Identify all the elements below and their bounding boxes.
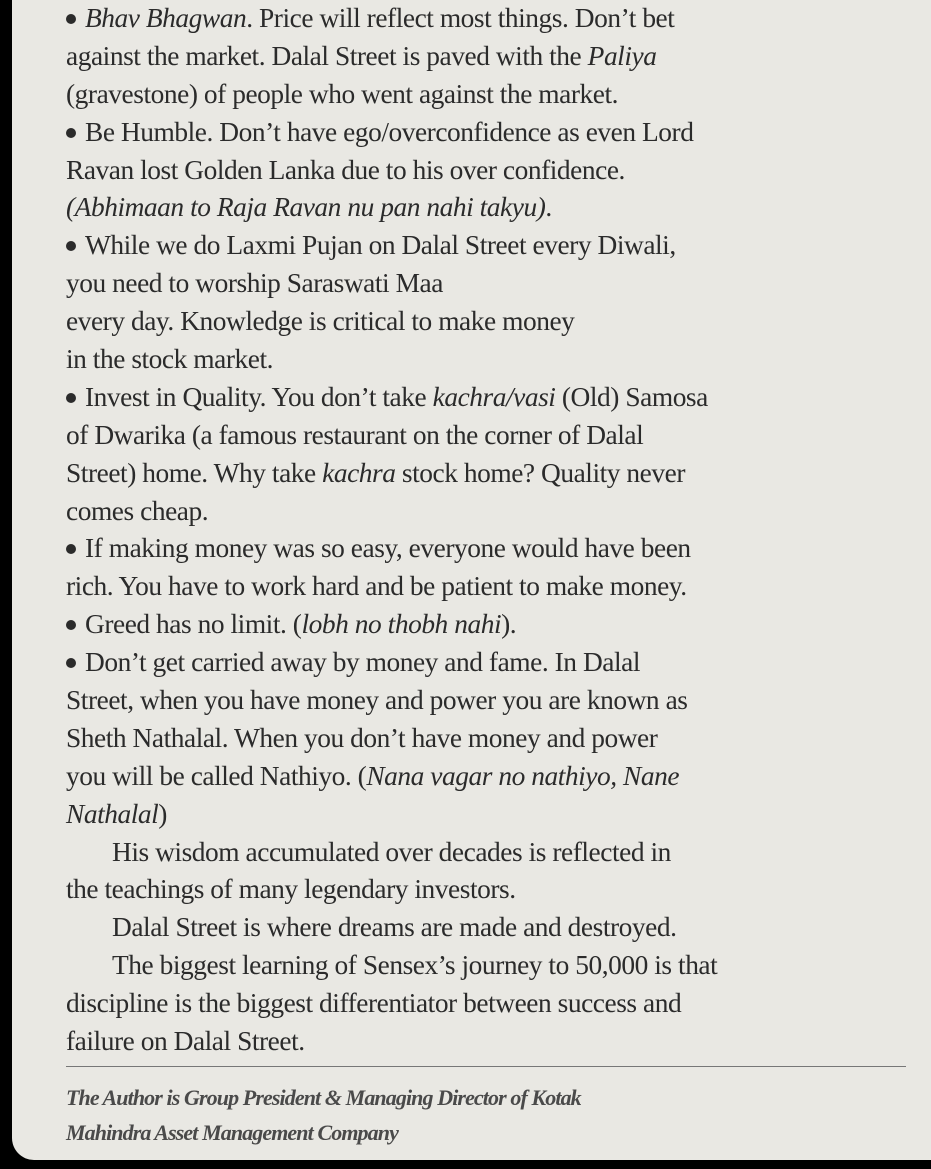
text-segment: Greed has no limit. ( xyxy=(85,609,302,640)
italic-phrase: (Abhimaan to Raja Ravan nu pan nahi takyu) xyxy=(66,192,546,223)
text-line xyxy=(66,38,906,76)
italic-phrase: Nathalal xyxy=(66,798,159,829)
bullet-icon xyxy=(66,544,76,554)
text-line xyxy=(66,758,906,796)
author-byline-line-1: The Author is Group President & Managing Director of Kotak xyxy=(66,1085,581,1110)
text-line xyxy=(66,985,906,1023)
text-segment: Be Humble. Don’t have ego/overconfidence as even Lord xyxy=(85,116,694,147)
text-segment: of Dwarika (a famous restaurant on the corner of Dalal xyxy=(66,419,644,450)
bullet-icon xyxy=(66,393,76,403)
bullet-line xyxy=(66,0,906,38)
text-line xyxy=(66,189,906,227)
bullet-icon xyxy=(66,620,76,630)
text-segment: (Old) Samosa xyxy=(555,381,708,412)
bullet-icon xyxy=(66,241,76,251)
text-segment: against the market. Dalal Street is paved with the xyxy=(66,40,588,71)
text-segment: (gravestone) of people who went against the market. xyxy=(66,78,619,109)
italic-phrase: kachra/vasi xyxy=(432,381,556,412)
author-byline-line-2: Mahindra Asset Management Company xyxy=(66,1120,398,1145)
text-segment: His wisdom accumulated over decades is reflected in xyxy=(112,836,671,867)
divider-rule xyxy=(66,1066,906,1067)
text-line xyxy=(66,568,906,606)
text-segment: Don’t get carried away by money and fame. In Dalal xyxy=(85,647,641,678)
italic-phrase: Nana vagar no nathiyo, Nane xyxy=(366,760,680,791)
text-line xyxy=(66,909,906,947)
text-line xyxy=(66,1023,906,1061)
text-segment: the teachings of many legendary investors. xyxy=(66,874,516,905)
text-segment: discipline is the biggest differentiator between success and xyxy=(66,988,682,1019)
text-line xyxy=(66,341,906,379)
text-segment: comes cheap. xyxy=(66,495,209,526)
article-body xyxy=(66,0,906,1061)
text-line xyxy=(66,417,906,455)
text-segment: you need to worship Saraswati Maa xyxy=(66,268,443,299)
italic-phrase: Bhav Bhagwan xyxy=(85,3,247,33)
text-segment: Street) home. Why take xyxy=(66,457,323,488)
text-segment: stock home? Quality never xyxy=(395,457,686,488)
text-line xyxy=(66,834,906,872)
text-segment: ) xyxy=(158,798,167,829)
text-line xyxy=(66,303,906,341)
bullet-line xyxy=(66,644,906,682)
bullet-line xyxy=(66,114,906,152)
text-segment: . xyxy=(545,192,552,223)
text-line xyxy=(66,455,906,493)
text-line xyxy=(66,720,906,758)
author-byline xyxy=(66,1080,906,1150)
text-line xyxy=(66,682,906,720)
text-segment: If making money was so easy, everyone would have been xyxy=(85,533,691,564)
text-segment: Ravan lost Golden Lanka due to his over confidence. xyxy=(66,154,625,185)
text-segment: While we do Laxmi Pujan on Dalal Street every Diwali, xyxy=(85,230,676,261)
italic-phrase: kachra xyxy=(322,457,396,488)
text-segment: Street, when you have money and power you are known as xyxy=(66,685,688,716)
text-segment: you will be called Nathiyo. ( xyxy=(66,760,367,791)
text-segment: every day. Knowledge is critical to make money xyxy=(66,306,575,337)
newspaper-clipping xyxy=(12,0,931,1160)
text-line xyxy=(66,76,906,114)
text-segment: Invest in Quality. You don’t take xyxy=(85,381,433,412)
text-segment: The biggest learning of Sensex’s journey to 50,000 is that xyxy=(112,950,718,981)
text-line xyxy=(66,152,906,190)
bullet-line xyxy=(66,530,906,568)
bullet-line xyxy=(66,606,906,644)
text-segment: in the stock market. xyxy=(66,344,274,375)
bullet-line xyxy=(66,379,906,417)
text-segment: failure on Dalal Street. xyxy=(66,1026,305,1057)
text-line xyxy=(66,265,906,303)
text-line xyxy=(66,871,906,909)
bullet-icon xyxy=(66,128,76,138)
text-line xyxy=(66,493,906,531)
text-segment: Sheth Nathalal. When you don’t have money and power xyxy=(66,722,658,753)
bullet-line xyxy=(66,227,906,265)
italic-phrase: Paliya xyxy=(587,40,657,71)
text-segment: rich. You have to work hard and be patient to make money. xyxy=(66,571,687,602)
text-line xyxy=(66,947,906,985)
italic-phrase: lobh no thobh nahi xyxy=(301,609,502,640)
text-segment: ). xyxy=(501,609,517,640)
bullet-icon xyxy=(66,658,76,668)
bullet-icon xyxy=(66,14,76,24)
text-line xyxy=(66,796,906,834)
text-segment: Dalal Street is where dreams are made and destroyed. xyxy=(112,912,677,943)
text-segment: . Price will reflect most things. Don’t bet xyxy=(246,3,675,33)
